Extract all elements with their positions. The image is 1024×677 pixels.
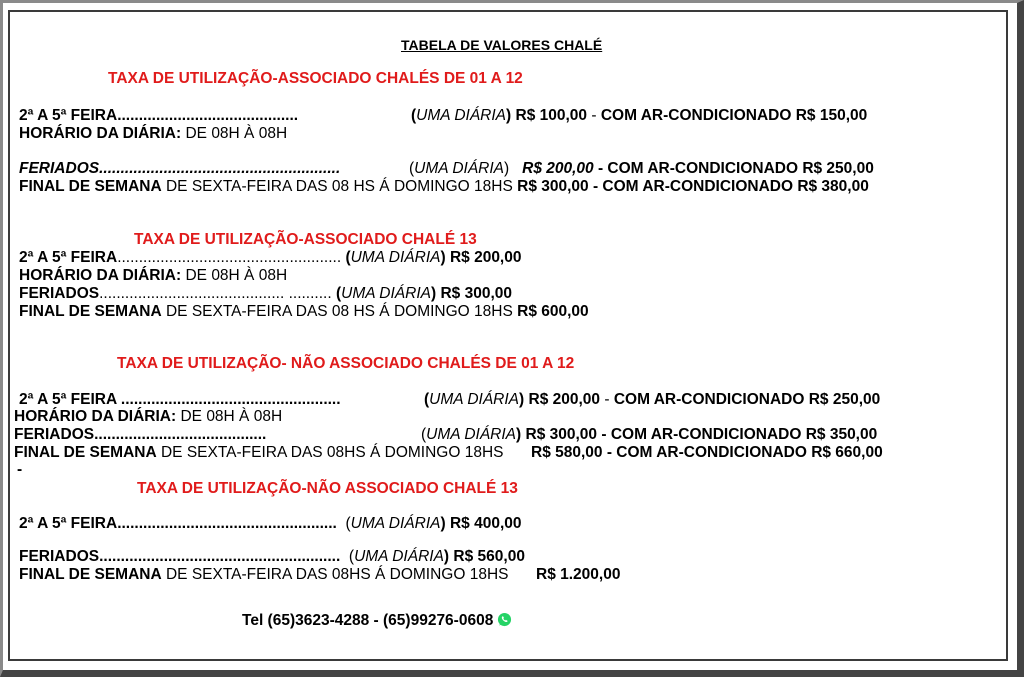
section-3-hours-row: HORÁRIO DA DIÁRIA: DE 08H À 08H [14,408,283,425]
section-3-heading: TAXA DE UTILIZAÇÃO- NÃO ASSOCIADO CHALÉS DE 01 A 12 [117,355,575,372]
section-3-weekend-row: FINAL DE SEMANA DE SEXTA-FEIRA DAS 08HS Á DOMINGO 18HS [14,444,504,461]
page-title: TABELA DE VALORES CHALÉ [401,37,603,53]
contact-line [242,612,512,632]
section-4-weekend-price: R$ 1.200,00 [536,566,621,583]
section-3-weekday-row: 2ª A 5ª FEIRA ................................................... [19,391,341,408]
section-3-holiday-price: (UMA DIÁRIA) R$ 300,00 - COM AR-CONDICIONADO R$ 350,00 [421,426,878,443]
contact-phones: Tel (65)3623-4288 - (65)99276-0608 [242,612,494,629]
section-1-hours-row: HORÁRIO DA DIÁRIA: DE 08H À 08H [19,125,288,142]
section-1-heading: TAXA DE UTILIZAÇÃO-ASSOCIADO CHALÉS DE 01 A 12 [108,70,523,87]
section-2-heading: TAXA DE UTILIZAÇÃO-ASSOCIADO CHALÉ 13 [134,231,477,248]
section-2-hours-row: HORÁRIO DA DIÁRIA: DE 08H À 08H [19,267,288,284]
section-4-holiday-row: FERIADOS........................................................ (UMA DIÁRIA) R$ 560,00 [19,548,525,565]
section-2-holiday-row: FERIADOS........................................... .......... (UMA DIÁRIA) R$ 300,00 [19,285,512,302]
section-4-weekend-row: FINAL DE SEMANA DE SEXTA-FEIRA DAS 08HS Á DOMINGO 18HS [19,566,509,583]
section-3-trailing-dash: - [17,461,23,478]
section-4-heading: TAXA DE UTILIZAÇÃO-NÃO ASSOCIADO CHALÉ 13 [137,480,518,497]
section-2-weekday-row: 2ª A 5ª FEIRA.................................................... (UMA DIÁRIA) R$ 200,00 [19,249,522,266]
section-3-weekday-price: (UMA DIÁRIA) R$ 200,00 - COM AR-CONDICIONADO R$ 250,00 [424,391,881,408]
section-2-weekend-row: FINAL DE SEMANA DE SEXTA-FEIRA DAS 08 HS Á DOMINGO 18HS R$ 600,00 [19,303,589,320]
whatsapp-icon [497,612,512,632]
section-1-weekday-price: (UMA DIÁRIA) R$ 100,00 - COM AR-CONDICIONADO R$ 150,00 [411,107,868,124]
section-1-weekend-row: FINAL DE SEMANA DE SEXTA-FEIRA DAS 08 HS Á DOMINGO 18HS R$ 300,00 - COM AR-CONDICIONADO R$ 380,00 [19,178,869,195]
section-1-weekday-row: 2ª A 5ª FEIRA.......................................... [19,107,299,124]
section-4-weekday-row: 2ª A 5ª FEIRA................................................... (UMA DIÁRIA) R$ 400,00 [19,515,522,532]
section-3-weekend-price: R$ 580,00 - COM AR-CONDICIONADO R$ 660,00 [531,444,883,461]
section-1-holiday-price: (UMA DIÁRIA) R$ 200,00 - COM AR-CONDICIONADO R$ 250,00 [409,160,874,177]
section-3-holiday-row: FERIADOS........................................ [14,426,267,443]
section-1-holiday-row: FERIADOS........................................................ [19,160,341,177]
